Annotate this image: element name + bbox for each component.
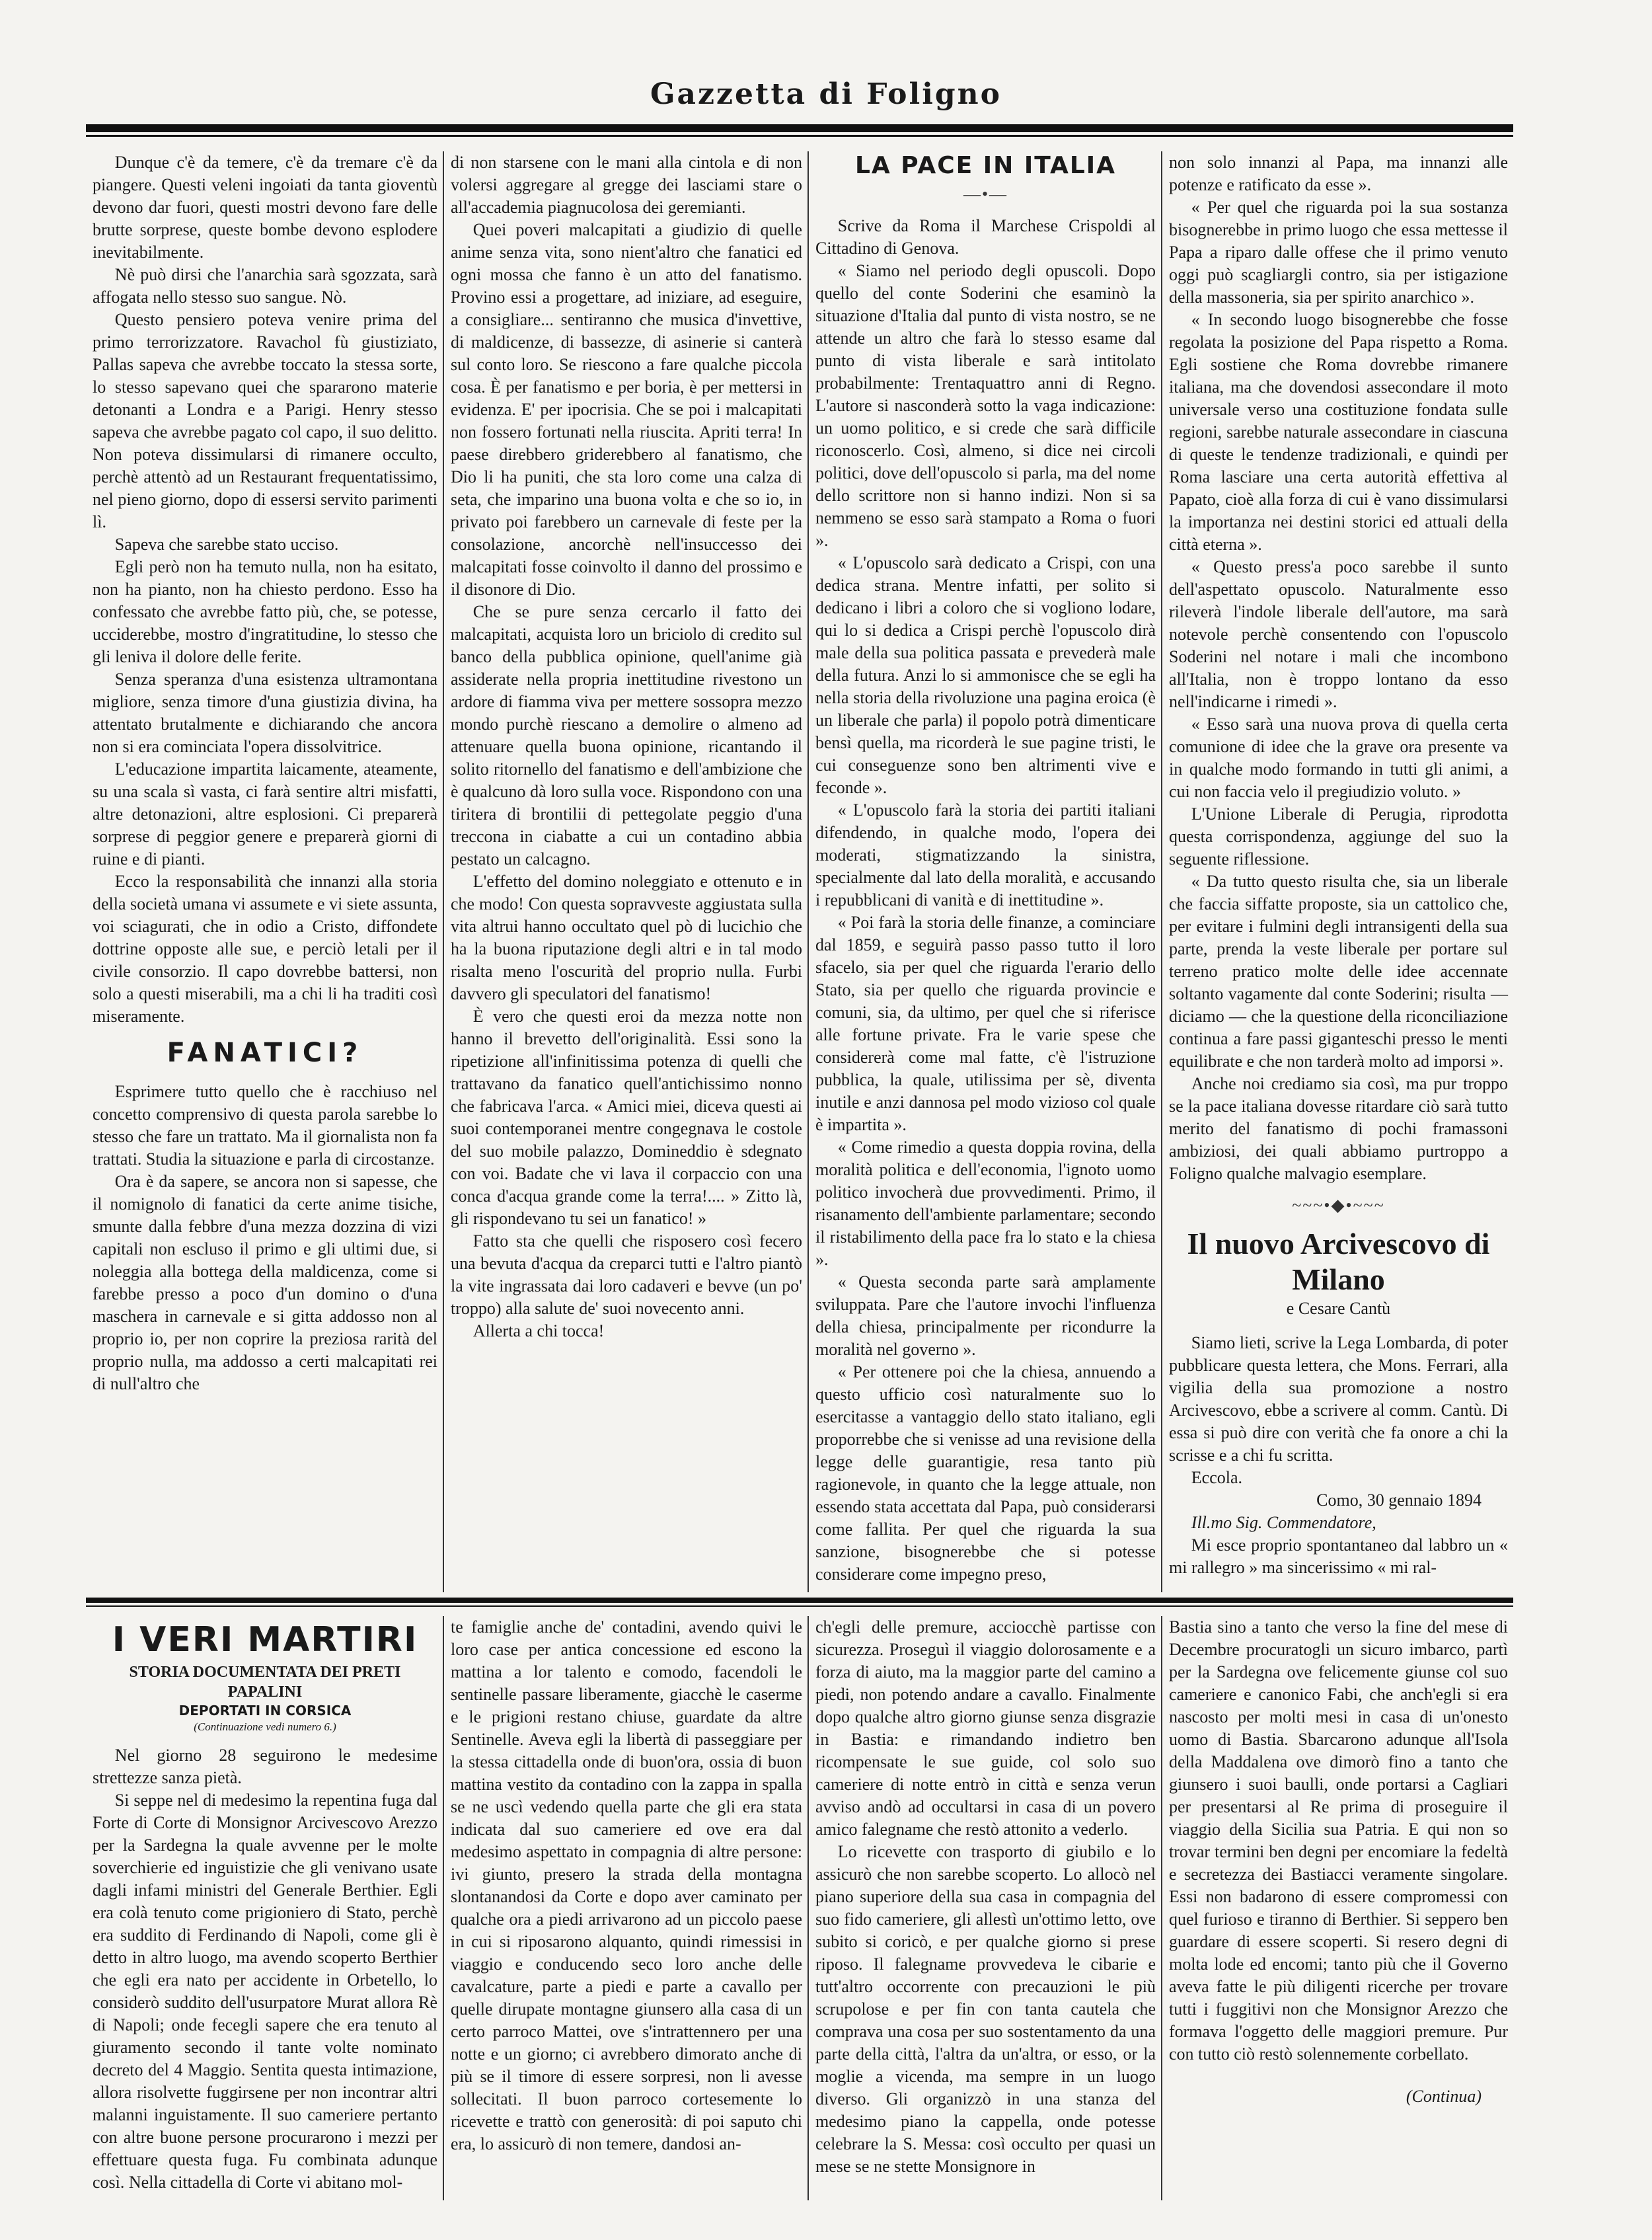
- paragraph: Siamo lieti, scrive la Lega Lombarda, di poter pubblicare questa lettera, che Mons. Ferrari, alla vigilia della sua promozione a nostro Arcivescovo, ebbe a scrivere al comm. Cantù. Di essa si può dire con verità che fa onore a chi la scrisse e a chi fu scritta.: [1169, 1333, 1508, 1465]
- masthead: Gazzetta di Foligno: [650, 77, 1002, 111]
- martiri-column-4: [1161, 1616, 1513, 2200]
- section-divider: [86, 1598, 1513, 1603]
- paragraph: Fatto sta che quelli che risposero così fecero una bevuta d'acqua da creparci tutti e l'altro piantò la vite ingrassata dai loro cadaveri e bevve (un po' troppo) alla salute de' suoi novecento anni.: [451, 1231, 802, 1318]
- paragraph: È vero che questi eroi da mezza notte non hanno il brevetto dell'originalità. Essi sono la ripetizione all'infinitissima potenza di quelli che trattavano da fanatico quell'antichissimo nonno che fabricava l'arca. « Amici miei, diceva questi ai suoi contemporanei mentre congegnava le costole del suo mobile palazzo, Domineddio è sdegnato con voi. Badate che vi lava il corpaccio con una conca d'acqua grande come la terra!.... » Zitto là, gli rispondevano tu sei un fanatico! »: [451, 1007, 802, 1228]
- paragraph: Egli però non ha temuto nulla, non ha esitato, non ha pianto, non ha chiesto perdono. Esso ha confessato che avrebbe fatto più, che, se potesse, ucciderebbe, mostro d'ingratitudine, lo stesso che gli leniva il dolore delle ferite.: [93, 557, 437, 666]
- paragraph: Quei poveri malcapitati a giudizio di quelle anime senza vita, sono nient'altro che fanatici ed ogni mossa che fanno è un atto del fanatismo. Provino essi a progettare, ad iniziare, ad eseguire, a consigliare... sentiranno che musica d'invettive, di maldicenze, di bassezze, di asinerie si canterà sul conto loro. Se riescono a fare qualche piccola cosa. È per fanatismo e per boria, è per mettersi in evidenza. E' per ipocrisia. Che se poi i malcapitati non fossero fortunati nella riuscita. Apriti terra! In paese direbbero griderebbero al fanatismo, che Dio li ha puniti, che sta loro come una calza di seta, che imparino una buona volta e che so io, in privato poi farebbero un carnevale di feste per la consolazione, ancorchè nell'insuccesso dei malcapitati fosse coinvolto il danno del prossimo e il disonore di Dio.: [451, 220, 802, 599]
- column-2: [443, 151, 807, 1592]
- paragraph: ch'egli delle premure, acciocchè partisse con sicurezza. Proseguì il viaggio dolorosamente e a forza di aiuto, ma la maggior parte del camino a piedi, non potendo andare a cavallo. Finalmente dopo qualche altro giorno giunse senza disgrazie in Bastia: e rimandando indietro ben ricompensate le sue guide, col solo suo cameriere di notte entrò in città e senza verun avviso andò ad occultarsi in casa di un povero amico falegname che restò attonito a vederlo.: [815, 1617, 1156, 1839]
- paragraph: « Per ottenere poi che la chiesa, annuendo a questo ufficio così naturalmente suo lo esercitasse a vantaggio dello stato italiano, egli proporrebbe che si venisse ad una revisione della legge delle guarantigie, resa tanto più ragionevole, in quanto che la legge attuale, non essendo stata accettata dal Papa, può considerarsi come fallita. Per quel che riguarda la sua sanzione, bisognerebbe che si potesse considerare come impegno preso,: [815, 1362, 1156, 1584]
- paragraph: Dunque c'è da temere, c'è da tremare c'è da piangere. Questi veleni ingoiati da tanta gioventù devono dar fuori, questi mostri devono fare delle brutte sorprese, queste bombe devono esplodere inevitabilmente.: [93, 153, 437, 262]
- continua-note: (Continua): [1406, 2087, 1482, 2106]
- paragraph: di non starsene con le mani alla cintola e di non volersi aggregare al gregge dei lasciami stare o all'accademia piagnucolosa dei geremianti.: [451, 153, 802, 217]
- martiri-column-2: [443, 1616, 807, 2200]
- paragraph: Sapeva che sarebbe stato ucciso.: [114, 535, 339, 554]
- paragraph: Nel giorno 28 seguirono le medesime strettezze sanza pietà.: [93, 1746, 437, 1787]
- paragraph: Mi esce proprio spontantaneo dal labbro un « mi rallegro » ma sincerissimo « mi ral-: [1169, 1535, 1508, 1577]
- paragraph: « L'opuscolo sarà dedicato a Crispi, con una dedica strana. Mentre infatti, per solito si dedicano i libri a coloro che si vogliono lodare, qui lo si dedica a Crispi perchè l'opuscolo dirà male della sua politica passata e prevederà male della futura. Anzi lo si ammonisce che se egli ha nella storia della rivoluzione una pagina eroica (è un liberale che parla) il popolo potrà dimenticare bensì quella, ma ricorderà le sue pagine tristi, le cui conseguenze sono ben altrimenti vive e feconde ».: [815, 553, 1156, 797]
- article-heading-arcivescovo: Il nuovo Arcivescovo di Milano: [1187, 1227, 1490, 1296]
- article-subheading: e Cesare Cantù: [1286, 1299, 1391, 1318]
- paragraph: « Per quel che riguarda poi la sua sostanza bisognerebbe in primo luogo che essa mettesse il Papa a riparo dalle offese che il primo venuto oggi può scagliargli contro, sia per istigazione della massoneria, sia per spirito anarchico ».: [1169, 198, 1508, 307]
- paragraph: Ecco la responsabilità che innanzi alla storia della società umana vi assumete e vi siete assunta, voi sciagurati, che in odio a Cristo, diffondete dottrine opposte alle sue, e perciò letali per il civile consorzio. Il capo dovrebbe battersi, non solo a questi miserabili, ma a chi li ha traditi così miseramente.: [93, 872, 437, 1026]
- dateline: Como, 30 gennaio 1894: [1316, 1490, 1482, 1510]
- paragraph: « In secondo luogo bisognerebbe che fosse regolata la posizione del Papa rispetto a Roma. Egli sostiene che Roma dovrebbe rimanere italiana, ma che dovendosi assecondare il moto universale verso una costituzione fondata sulle regioni, sarebbe naturale assecondare in ciascuna di queste le tendenze tradizionali, e quindi per Roma lasciare una certa autorità effettiva al Papato, cioè alla forza di cui è vano dissimularsi la importanza nei destini storici ed attuali della città eterna ».: [1169, 310, 1508, 554]
- paragraph: « Siamo nel periodo degli opuscoli. Dopo quello del conte Soderini che esaminò la situazione d'Italia dal punto di vista nostro, se ne attende un altro che farà lo stesso esame dal punto di vista liberale e sarà intitolato probabilmente: Trentaquattro anni di Regno. L'autore si nasconderà sotto la vaga indicazione: un uomo politico, e si crede che sarà difficile riconoscerlo. Così, almeno, si dice nei circoli politici, dove dell'opuscolo si parla, ma del nome dello scrittore non si hanno indizi. Non si sa nemmeno se esso sarà stampato a Roma o fuori ».: [815, 261, 1156, 550]
- paragraph: non solo innanzi al Papa, ma innanzi alle potenze e ratificato da esse ».: [1169, 153, 1508, 194]
- paragraph: Bastia sino a tanto che verso la fine del mese di Decembre procuratogli un sicuro imbarco, partì per la Sardegna ove felicemente giunse col suo cameriere e canonico Fabi, che anch'egli si era nascosto per molti mesi in casa di un'onesto uomo di Bastia. Sbarcarono adunque all'Isola della Maddalena ove dimorò fino a tanto che giunsero i suoi baulli, onde portarsi a Cagliari per presentarsi al Re prima di proseguire il viaggio della Sicilia sua Patria. E qui non so trovar termini ben degni per encomiare la fedeltà e secretezza dei Bastiacci veramente singolare. Essi non badarono di essere compromessi con quel furioso e tiranno di Berthier. Si seppero ben guardare di essere scoperti. Si resero degni di molta lode ed encomi; tanto più che il Governo aveva fatte le più diligenti ricerche per trovare tutti i fuggitivi non che Monsignor Arezzo che formava l'oggetto delle maggiori premure. Pur con tutto ciò restò solennemente corbellato.: [1169, 1617, 1508, 2064]
- page-body: [86, 124, 1513, 2240]
- article-heading-fanatici: FANATICI?: [167, 1038, 363, 1068]
- paragraph: Questo pensiero poteva venire prima del primo terrorizzatore. Ravachol fù giustiziato, Pallas sapeva che avrebbe toccato la stessa sorte, lo stesso sapevano quei che spararono materie detonanti a Londra e a Parigi. Henry stesso sapeva che avrebbe pagato col capo, il suo delitto. Non poteva dissimularsi di rimanere occulto, perchè attentò ad un Restaurant frequentatissimo, nel pieno giorno, dopo di essersi servito parimenti lì.: [93, 310, 437, 531]
- paragraph: te famiglie anche de' contadini, avendo quivi le loro case per antica concessione ed escono la mattina a lor talento e comodo, facendoli le sentinelle passare liberamente, giacchè le caserme e le prigioni restano chiuse, guardate da altre Sentinelle. Aveva egli la libertà di passeggiare per la stessa cittadella onde di buon'ora, ossia di buon mattina vestito da contadino con la zappa in spalla se ne uscì vedendo quella parte che gli era stata indicata dal suo cameriere ed ove era dal medesimo aspettato in compagnia di altre persone: ivi giunto, presero la strada della montagna slontanandosi da Corte e dopo aver caminato per qualche ora a piedi arrivarono ad un piccolo paese in cui si riposarono alquanto, quindi rimessisi in viaggio e conducendo seco loro anche delle cavalcature, parte a piedi e parte a cavallo per quelle dirupate montagne giunsero alla casa di un certo parroco Mattei, ove s'intrattennero per una notte e un giorno; ci avrebbero dimorato anche di più se il timore di essere sorpresi, non li avesse sollecitati. Il buon parroco cortesemente lo ricevette e trattò con generosità: di poi saputo chi era, lo assicurò di non temere, dandosi an-: [451, 1617, 802, 2153]
- bottom-section: [86, 1616, 1513, 2200]
- ornament: ~~~•◆•~~~: [1292, 1196, 1385, 1215]
- column-3: [807, 151, 1161, 1592]
- paragraph: Scrive da Roma il Marchese Crispoldi al Cittadino di Genova.: [815, 216, 1156, 258]
- paragraph: « Questa seconda parte sarà amplamente sviluppata. Pare che l'autore invochi l'influenza della chiesa, principalmente per ricondurre la moralità nel governo ».: [815, 1272, 1156, 1359]
- continuation-note: (Continuazione vedi numero 6.): [194, 1720, 336, 1733]
- article-subheading: STORIA DOCUMENTATA DEI PRETI PAPALINI: [129, 1664, 401, 1701]
- section-divider-thin: [86, 1605, 1513, 1607]
- paragraph: Si seppe nel di medesimo la repentina fuga dal Forte di Corte di Monsignor Arcivescovo Arezzo per la Sardegna la quale avvenne per le molte soverchierie ed inguistizie che gli venivano usate dagli infami ministri del Generale Berthier. Egli era colà tenuto come prigioniero di Stato, perchè era suddito di Ferdinando di Napoli, come gli è detto in altro luogo, ma avendo scoperto Berthier che egli era nato per accidente in Orbetello, lo considerò suddito dell'usurpatore Murat allora Rè di Napoli; onde fecegli sapere che era tenuto al giuramento secondo il tante volte nominato decreto del 4 Maggio. Sentita questa intimazione, allora risolvette fuggirsene per non incontrar altri malanni inguistamente. Il suo cameriere pertanto con altre buone persone procurarono i mezzi per effettuare questa fuga. Fu combinata adunque così. Nella cittadella di Corte vi abitano mol-: [93, 1791, 437, 2192]
- paragraph: Esprimere tutto quello che è racchiuso nel concetto comprensivo di questa parola sarebbe lo stesso che fare un trattato. Ma il giornalista non fa trattati. Studia la situazione e parla di circostanze.: [93, 1082, 437, 1169]
- salutation: Ill.mo Sig. Commendatore,: [1191, 1513, 1376, 1532]
- paragraph: « Da tutto questo risulta che, sia un liberale che faccia siffatte proposte, sia un cattolico che, per evitare i fulmini degli intransigenti della sua parte, prenda la veste liberale per portare sul terreno pratico molte delle idee accennate soltanto vagamente dal conte Soderini; risulta — diciamo — che la questione della riconciliazione continua a fare passi giganteschi presso le menti equilibrate e che non tarderà molto ad imporsi ».: [1169, 872, 1508, 1071]
- paragraph: Ora è da sapere, se ancora non si sapesse, che il nomignolo di fanatici da certe anime tisiche, smunte dalla febbre d'una mezza dozzina di vizi capitali non escluso il primo e gli ultimi due, si noleggia alla bottega della maldicenza, come si farebbe presso a poco d'un domino o d'una maschera in carnevale e si gitta addosso non al proprio io, per non coprire la preziosa rarità del proprio nulla, ma addosso a certi malcapitati rei di null'altro che: [93, 1172, 437, 1393]
- paragraph: Eccola.: [1191, 1468, 1243, 1487]
- article-heading-pace: LA PACE IN ITALIA: [854, 152, 1117, 179]
- masthead-rule: [86, 124, 1513, 132]
- paragraph: « Esso sarà una nuova prova di quella certa comunione di idee che la grave ora presente va in qualche modo formando in tutti gli animi, a cui non faccia velo il pregiudizio voluto. »: [1169, 714, 1508, 801]
- paragraph: L'effetto del domino noleggiato e ottenuto e in che modo! Con questa sopravveste aggiustata sulla vita altrui hanno occultato quel pò di lucichio che ha la buona riputazione degli altri e in tal modo risalta meno l'oscurità del proprio nulla. Furbi davvero gli speculatori del fanatismo!: [451, 872, 802, 1003]
- martiri-column-3: [807, 1616, 1161, 2200]
- column-4: [1161, 151, 1513, 1592]
- martiri-column-1: [86, 1616, 443, 2200]
- article-subheading: DEPORTATI IN CORSICA: [178, 1703, 352, 1719]
- ornament: —•—: [963, 184, 1008, 204]
- article-heading-martiri: I VERI MARTIRI: [112, 1620, 418, 1660]
- paragraph: L'educazione impartita laicamente, ateamente, su una scala sì vasta, ci farà sentire altri misfatti, altre detonazioni, altre esplosioni. Ci preparerà sorprese di peggior genere e preparerà giorni di ruine e di pianti.: [93, 759, 437, 869]
- paragraph: L'Unione Liberale di Perugia, riprodotta questa corrispondenza, aggiunge del suo la seguente riflessione.: [1169, 804, 1508, 869]
- paragraph: Che se pure senza cercarlo il fatto dei malcapitati, acquista loro un briciolo di credito sul banco della pubblica opinione, quell'anime già assiderate nella propria inettitudine rivestono un ardore di fiamma viva per mettere sossopra mezzo mondo purchè riescano a demolire o almeno ad attenuare quella buona opinione, ricantando il solito ritornello del fanatismo e dell'ambizione che è qualcuno dà loro sulla voce. Rispondono con una tiritera di brontilii di pettegolate peggio d'una treccona in ciabatte a cui un contadino abbia pestato un calcagno.: [451, 602, 802, 869]
- paragraph: « L'opuscolo farà la storia dei partiti italiani difendendo, in qualche modo, l'opera dei moderati, stigmatizzando la sinistra, specialmente dal lato della moralità, e accusando i repubblicani di vanità e di inettitudine ».: [815, 800, 1156, 909]
- paragraph: « Come rimedio a questa doppia rovina, della moralità politica e dell'economia, l'ignoto uomo politico invocherà due provvedimenti. Primo, il risanamento dell'ambiente parlamentare; secondo il ristabilimento della pace fra lo stato e la chiesa ».: [815, 1138, 1156, 1269]
- paragraph: Nè può dirsi che l'anarchia sarà sgozzata, sarà affogata nello stesso suo sangue. Nò.: [93, 265, 437, 307]
- paragraph: « Poi farà la storia delle finanze, a cominciare dal 1859, e seguirà passo passo tutto il loro sfacelo, sia per quel che riguarda l'erario dello Stato, sia per quello che riguarda provincie e comuni, sia, da ultimo, per quel che si riferisce alle fortune private. Fra le varie spese che considererà come mal fatte, c'è l'istruzione pubblica, la quale, utilissima per sè, diventa inutile e anzi dannosa pel modo vizioso col quale è impartita ».: [815, 913, 1156, 1134]
- top-section: [86, 151, 1513, 1592]
- masthead-rule-thin: [86, 135, 1513, 137]
- paragraph: Senza speranza d'una esistenza ultramontana migliore, senza timore d'una giustizia divina, ha attentato brutalmente e dichiarando che ancora non si era cominciata l'opera dissolvitrice.: [93, 670, 437, 756]
- paragraph: « Questo press'a poco sarebbe il sunto dell'aspettato opuscolo. Naturalmente esso rileverà l'indole liberale dell'autore, ma sarà notevole perchè consentendo con l'opuscolo Soderini nel notare i mali che incombono all'Italia, non è troppo lontano da esso nell'indicarne i rimedi ».: [1169, 557, 1508, 711]
- paragraph: Allerta a chi tocca!: [472, 1321, 605, 1340]
- column-1: [86, 151, 443, 1592]
- paragraph: Anche noi crediamo sia così, ma pur troppo se la pace italiana dovesse ritardare ciò sarà tutto merito del fanatismo di pochi framassoni ambiziosi, dei quali abbiamo purtroppo a Foligno qualche malvagio esemplare.: [1169, 1074, 1508, 1183]
- paragraph: Lo ricevette con trasporto di giubilo e lo assicurò che non sarebbe scoperto. Lo allocò nel piano superiore della sua casa in compagnia del suo fido cameriere, gli allestì un'ottimo letto, ove subito si coricò, e per qualche giorno si prese riposo. Il falegname provvedeva le cibarie e tutt'altro occorrente con precauzioni le più scrupolose e per fin con tanta cautela che comprava una cosa per suo sostentamento da una parte della città, l'altra da un'altra, or esso, or la moglie a vicenda, ma sempre in un luogo diverso. Gli organizzò in una stanza del medesimo piano la cappella, onde potesse celebrare la S. Messa: così occulto per quasi un mese se ne stette Monsignore in: [815, 1842, 1156, 2176]
